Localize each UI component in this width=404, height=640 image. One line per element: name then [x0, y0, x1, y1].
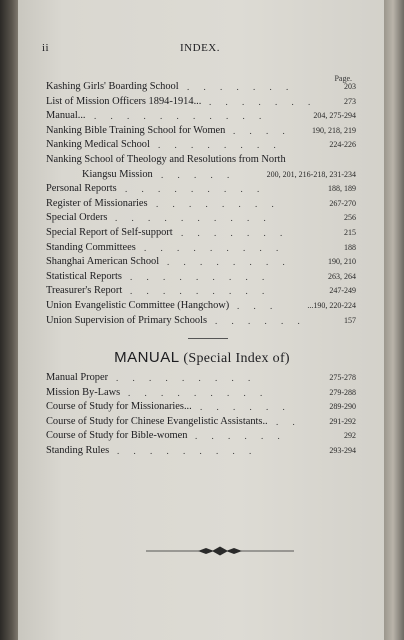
dot-leader: . . . . . . . .	[167, 257, 291, 268]
entry-pages: 157	[344, 315, 356, 325]
entry-pages: 224-226	[329, 140, 356, 150]
entry-pages: 273	[344, 96, 356, 106]
page-edge	[384, 0, 404, 640]
entry-title: List of Mission Officers 1894-1914...	[46, 95, 202, 107]
entry-pages: 203	[344, 82, 356, 91]
dot-leader: . . . . . . . . .	[130, 271, 271, 282]
dot-leader: . . . . . . .	[181, 227, 289, 238]
entry-pages: 190, 210	[328, 257, 356, 267]
index-entry	[46, 153, 356, 168]
dot-leader: . . . . . . . .	[158, 140, 282, 151]
entry-title: Standing Committees	[46, 241, 136, 253]
entry-pages: 275-278	[329, 373, 356, 382]
entry-title: Special Report of Self-support	[46, 226, 173, 238]
entry-title: Nanking Medical School	[46, 139, 150, 151]
section-divider	[188, 338, 228, 339]
index-entry	[46, 241, 356, 256]
entry-pages: 188	[344, 242, 356, 252]
entry-pages: 190, 218, 219	[312, 125, 356, 135]
dot-leader: . . . . .	[161, 169, 236, 180]
entry-pages: 292	[344, 431, 356, 441]
index-entry	[46, 211, 356, 226]
entry-pages: 263, 264	[328, 271, 356, 281]
dot-leader: . . . . . .	[195, 431, 286, 442]
manual-section-title	[18, 349, 386, 367]
entry-title: Shanghai American School	[46, 256, 160, 268]
entry-title: Kashing Girls' Boarding School	[46, 81, 179, 92]
entry-title: Personal Reports	[46, 183, 117, 195]
entry-title: Manual Proper	[46, 372, 109, 383]
entry-title: Kiangsu Mission	[82, 168, 153, 180]
entry-pages: 293-294	[329, 445, 356, 455]
index-list	[46, 80, 356, 328]
book-page	[18, 0, 386, 640]
dot-leader: . . . . . . . . .	[128, 387, 269, 398]
index-entry	[46, 124, 356, 139]
index-entry	[46, 226, 356, 241]
entry-pages: 204, 275-294	[313, 111, 356, 121]
entry-title: Nanking School of Theology and Resolutions from North	[46, 153, 286, 165]
entry-pages: 289-290	[329, 402, 356, 412]
manual-title-main: MANUAL	[114, 349, 180, 366]
entry-pages: 279-288	[329, 387, 356, 397]
entry-title: Standing Rules	[46, 444, 110, 456]
dot-leader: . . . .	[233, 125, 291, 136]
entry-pages: 267-270	[329, 198, 356, 208]
dot-leader: . . .	[237, 300, 279, 311]
manual-title-sub: (Special Index of)	[179, 351, 290, 366]
tailpiece-ornament	[146, 545, 294, 557]
index-entry	[46, 371, 356, 386]
index-entry	[46, 444, 356, 459]
dot-leader: . . . . . . . . .	[130, 286, 271, 297]
entry-pages: 291-292	[329, 416, 356, 426]
index-entry	[46, 109, 356, 124]
dot-leader: . . . . . . .	[187, 82, 295, 92]
entry-title: Course of Study for Chinese Evangelistic Assistants..	[46, 415, 268, 427]
index-entry	[46, 255, 356, 270]
entry-pages: ...190, 220-224	[307, 300, 356, 310]
entry-title: Union Evangelistic Committee (Hangchow)	[46, 299, 230, 311]
entry-title: Mission By-Laws	[46, 386, 121, 398]
dot-leader: . . . . . . .	[209, 96, 317, 107]
dot-leader: . . . . . . . . . . .	[94, 111, 268, 122]
index-entry	[46, 429, 356, 444]
entry-title: Register of Missionaries	[46, 197, 148, 209]
page-header	[42, 42, 358, 56]
entry-pages: 256	[344, 213, 356, 223]
index-entry	[46, 415, 356, 430]
page-number: ii	[42, 42, 50, 54]
entry-title: Special Orders	[46, 212, 108, 224]
dot-leader: . . . . . . . . .	[125, 184, 266, 195]
manual-index-list	[46, 371, 356, 459]
dot-leader: . . . . . . . . .	[144, 242, 285, 253]
entry-title: Manual...	[46, 110, 86, 122]
dot-leader: . .	[276, 416, 301, 427]
index-entry	[46, 270, 356, 285]
entry-pages: 188, 189	[328, 184, 356, 194]
index-entry	[46, 95, 356, 110]
dot-leader: . . . . . . . . .	[117, 445, 258, 456]
index-entry	[46, 299, 356, 314]
entry-pages: 247-249	[329, 286, 356, 296]
index-entry	[46, 284, 356, 299]
index-entry	[46, 197, 356, 212]
index-entry	[46, 400, 356, 415]
entry-pages: 200, 201, 216-218, 231-234	[266, 169, 356, 179]
entry-title: Treasurer's Report	[46, 285, 123, 297]
entry-title: Course of Study for Bible-women	[46, 430, 188, 442]
dot-leader: . . . . . . . .	[156, 198, 280, 209]
index-entry	[46, 314, 356, 329]
dot-leader: . . . . . . . . .	[116, 373, 257, 383]
entry-pages: 215	[344, 227, 356, 237]
entry-title: Statistical Reports	[46, 270, 122, 282]
index-entry	[46, 182, 356, 197]
index-entry	[46, 168, 356, 183]
index-entry	[46, 138, 356, 153]
dot-leader: . . . . . .	[215, 315, 306, 326]
page-column-label: Page.	[334, 74, 352, 83]
page-title: INDEX.	[180, 42, 220, 54]
index-entry	[46, 80, 356, 95]
index-entry	[46, 386, 356, 401]
dot-leader: . . . . . .	[200, 402, 291, 413]
entry-title: Nanking Bible Training School for Women	[46, 124, 226, 136]
book-spine	[0, 0, 20, 640]
dot-leader: . . . . . . . . . .	[115, 213, 272, 224]
entry-title: Union Supervision of Primary Schools	[46, 314, 208, 326]
entry-title: Course of Study for Missionaries...	[46, 401, 192, 413]
